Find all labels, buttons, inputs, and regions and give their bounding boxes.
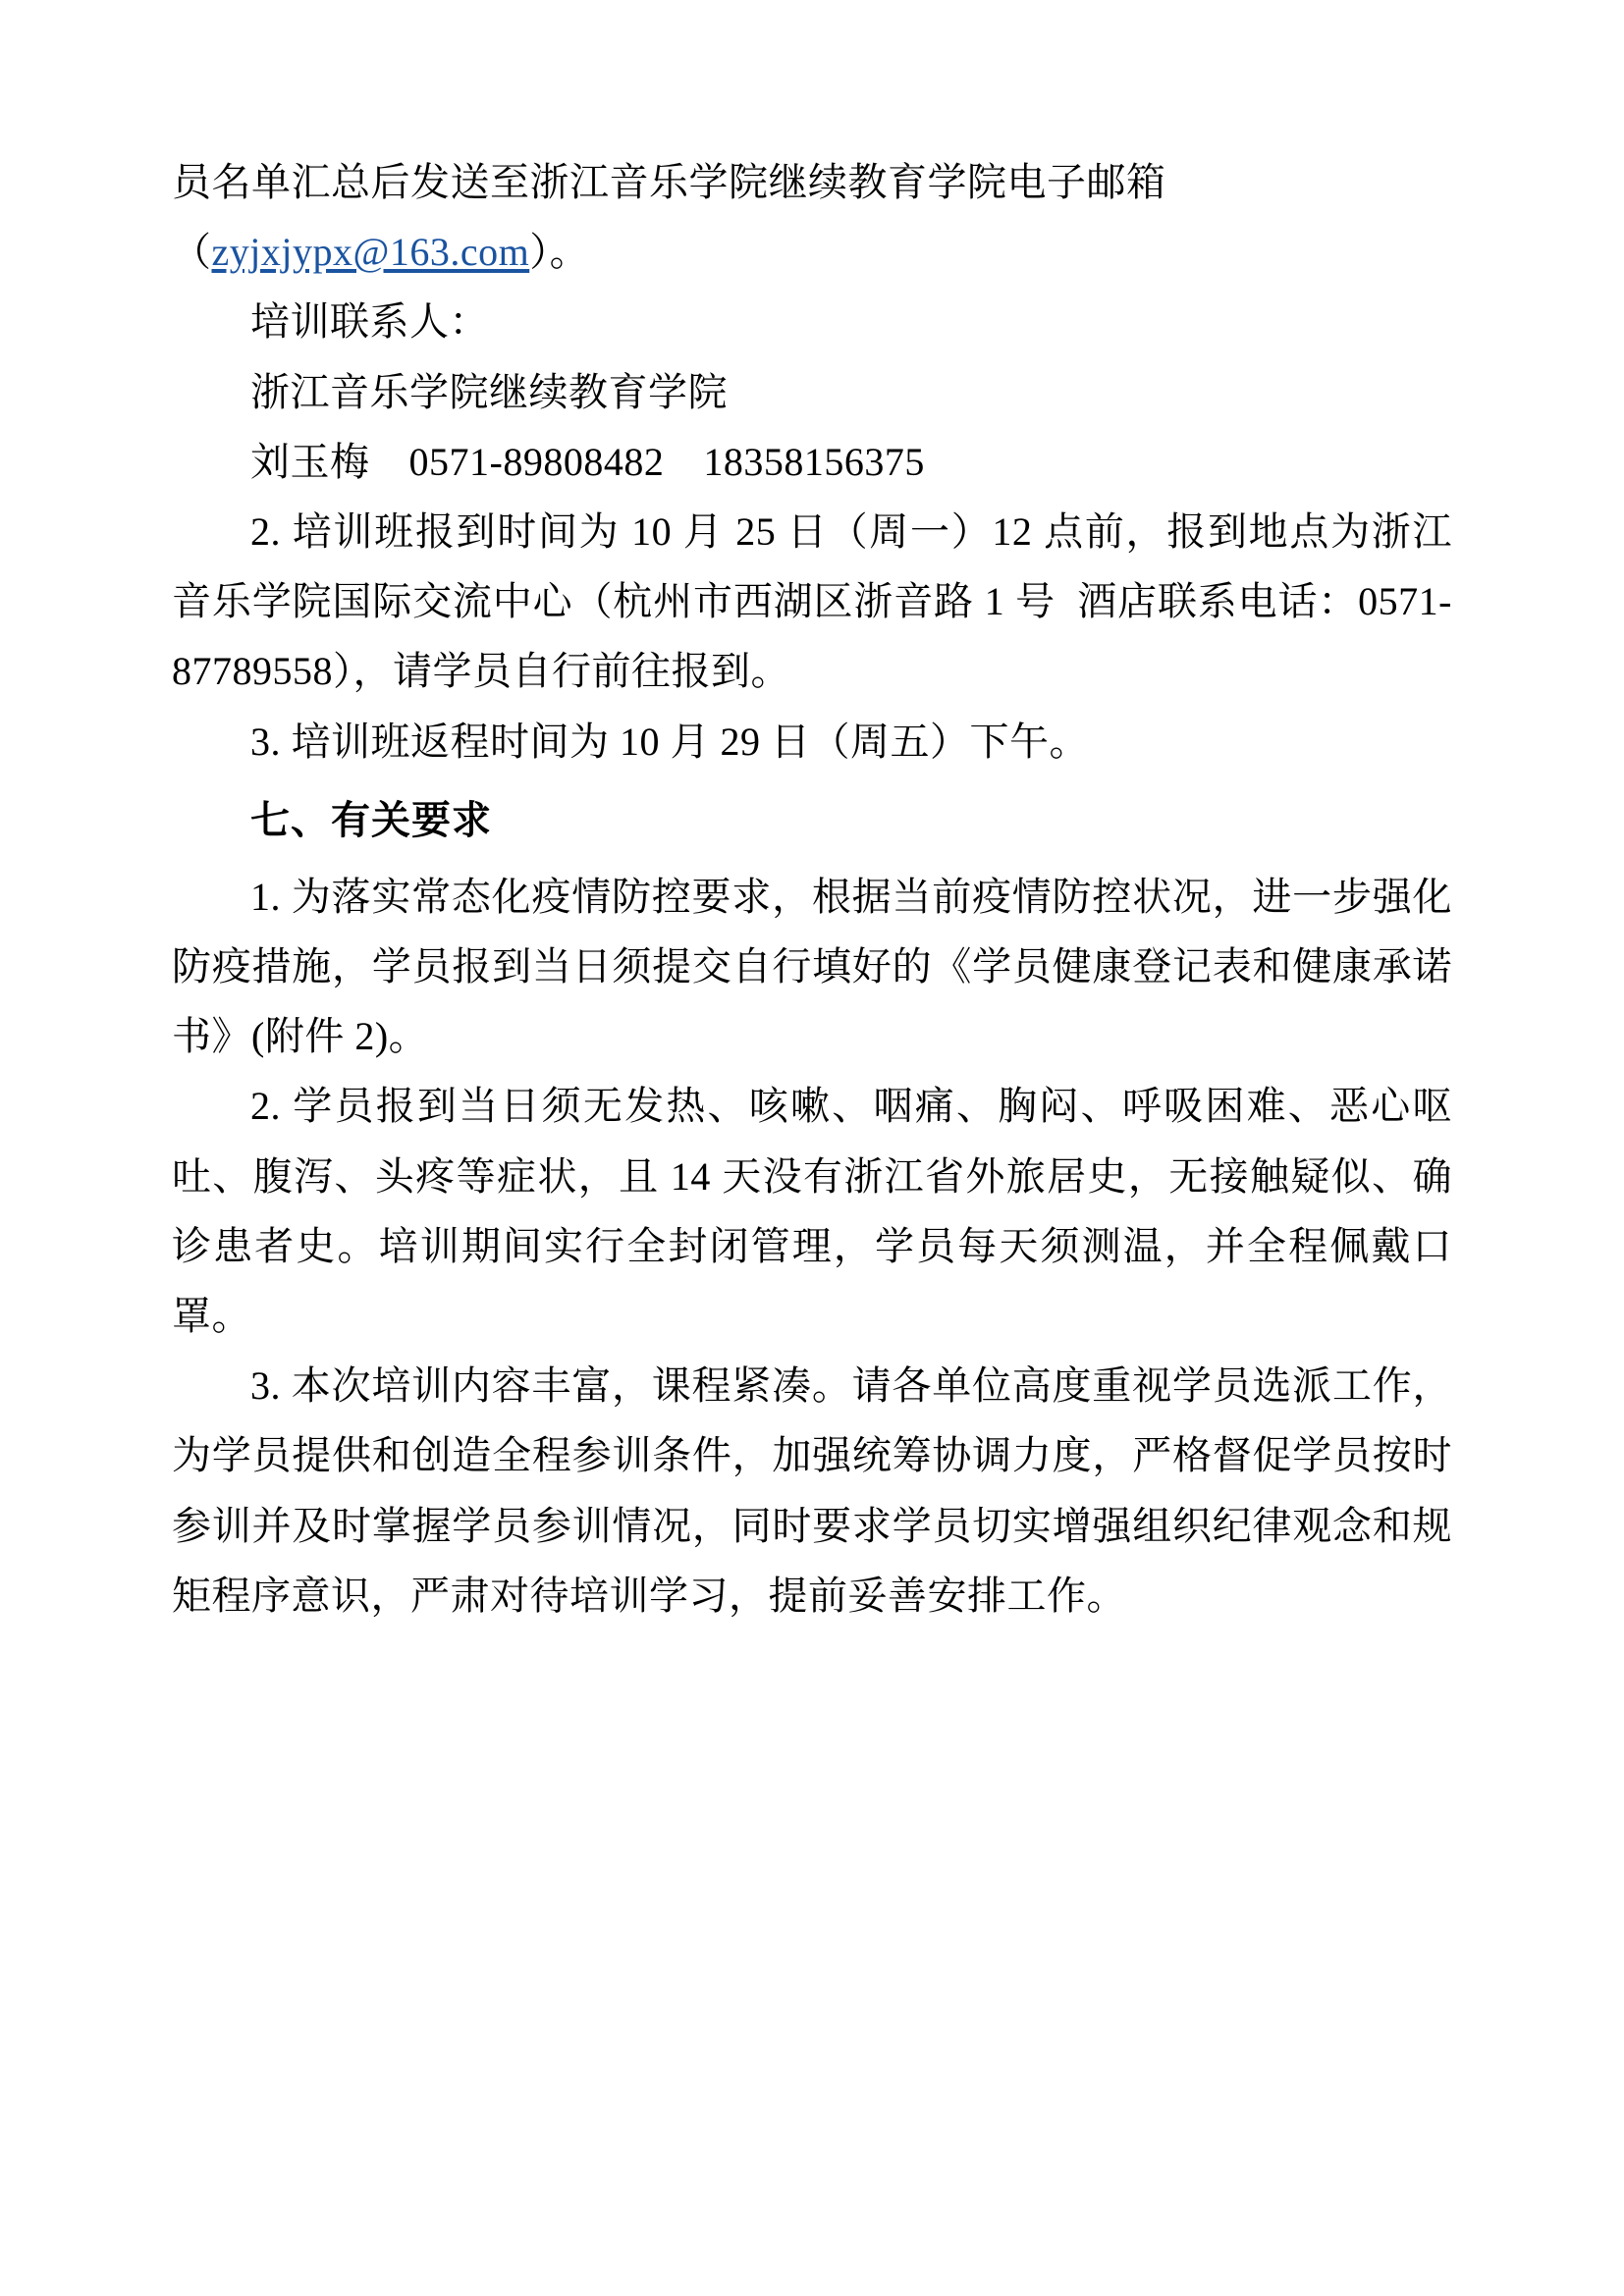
email-link[interactable]: zyjxjypx@163.com xyxy=(211,230,530,275)
paragraph-requirement-2: 2. 学员报到当日须无发热、咳嗽、咽痛、胸闷、呼吸困难、恶心呕吐、腹泻、头疼等症状，且 14 天没有浙江省外旅居史，无接触疑似、确诊患者史。培训期间实行全封闭管理，学员每天须测温，并全程佩戴口罩。 xyxy=(172,1084,1452,1338)
paragraph-email-address xyxy=(172,217,1452,287)
item-2-part-1: 2. 培训班报到时间为 10 月 25 日（周一）12 点前，报到地点为浙江音乐学院国际交流中心（杭州市西湖区浙音路 1 号 xyxy=(172,508,1452,624)
paragraph-requirement-3: 3. 本次培训内容丰富，课程紧凑。请各单位高度重视学员选派工作，为学员提供和创造全程参训条件，加强统筹协调力度，严格督促学员按时参训并及时掌握学员参训情况，同时要求学员切实增强组织纪律观念和规矩程序意识，严肃对待培训学习，提前妥善安排工作。 xyxy=(172,1363,1452,1618)
paragraph-contact-title: 培训联系人： xyxy=(250,299,489,345)
paragraph-email-submission: 员名单汇总后发送至浙江音乐学院继续教育学院电子邮箱 xyxy=(172,160,1166,204)
document-body xyxy=(172,147,1452,1630)
contact-phone-mobile: 18358156375 xyxy=(703,439,925,484)
contact-phone-landline: 0571-89808482 xyxy=(408,439,665,484)
paragraph-contact-organization: 浙江音乐学院继续教育学院 xyxy=(250,369,728,414)
contact-name: 刘玉梅 xyxy=(250,439,370,484)
paragraph-requirement-1: 1. 为落实常态化疫情防控要求，根据当前疫情防控状况，进一步强化防疫措施，学员报到当日须提交自行填好的《学员健康登记表和健康承诺书》(附件 2)。 xyxy=(172,874,1452,1059)
paren-open: （ xyxy=(172,230,212,275)
paragraph-item-2-report-time xyxy=(172,497,1452,707)
paren-close: ）。 xyxy=(529,230,590,275)
paragraph-contact-person xyxy=(172,427,1452,497)
item-2-part-2: 酒店联系电话：0571-87789558），请学员自行前往报到。 xyxy=(172,579,1452,694)
section-heading-requirements: 七、有关要求 xyxy=(250,797,492,843)
paragraph-item-3-return-time: 3. 培训班返程时间为 10 月 29 日（周五）下午。 xyxy=(250,719,1089,764)
